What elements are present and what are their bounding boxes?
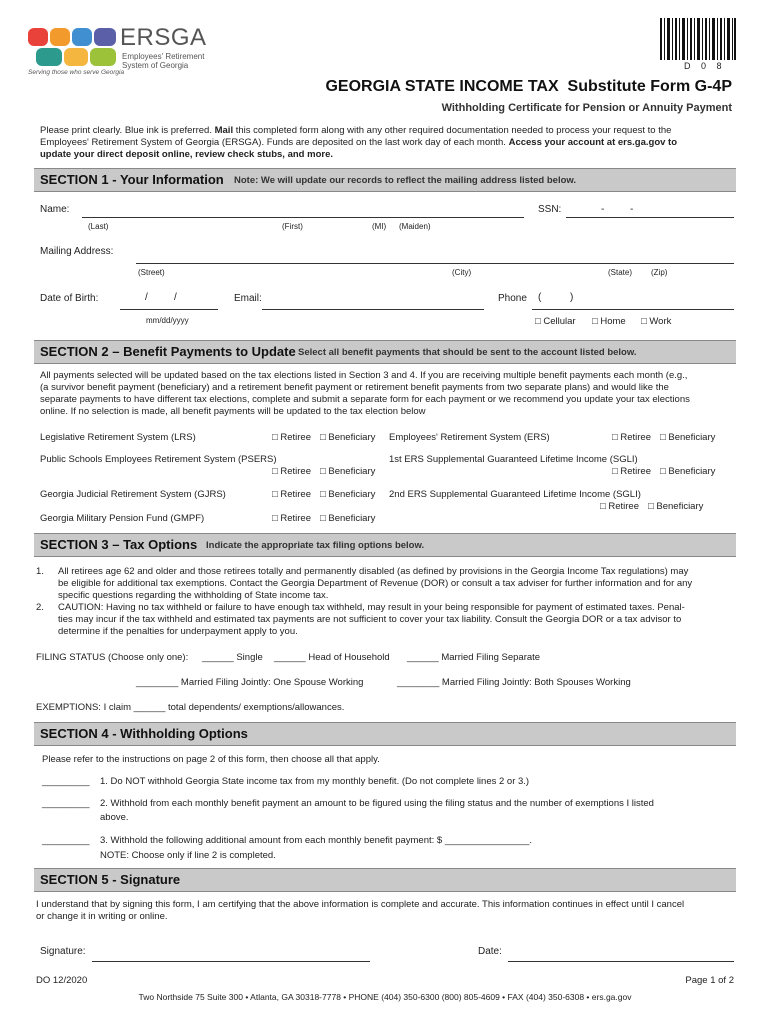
withholding-intro: Please refer to the instructions on page 2 of this form, then choose all that apply.	[42, 754, 380, 765]
section-3-title: SECTION 3 – Tax Options	[40, 537, 198, 552]
signature-field[interactable]	[92, 961, 370, 962]
section-2-note: Select all benefit payments that should be sent to the account listed below.	[298, 347, 637, 358]
filing-head-of-household[interactable]: ______ Head of Household	[274, 652, 390, 663]
filing-married-jointly-one[interactable]: ________ Married Filing Jointly: One Spouse Working	[136, 677, 364, 688]
signature-text-1: I understand that by signing this form, I am certifying that the above information is complete and accurate. This information continues in effect until I cancel	[36, 899, 685, 910]
plan-gjrs-beneficiary[interactable]: □ Beneficiary	[320, 489, 376, 500]
mailing-address-field[interactable]	[136, 263, 734, 264]
state-hint: (State)	[608, 268, 633, 277]
dob-field[interactable]	[120, 309, 218, 310]
ssn-label: SSN:	[538, 204, 562, 215]
phone-label: Phone	[498, 293, 527, 304]
plan-gmpf-retiree[interactable]: □ Retiree	[272, 513, 312, 524]
logo-square-yellow	[64, 48, 88, 66]
section-2-para-2: (a survivor benefit payment (beneficiary) and a retirement benefit payment or retirement benefit payments from two separate plans) and would like the	[40, 382, 669, 393]
tax-item-1-line-3: specific questions regarding the withholding of State income tax.	[58, 590, 329, 601]
plan-lrs-beneficiary[interactable]: □ Beneficiary	[320, 432, 376, 443]
withholding-option-2: 2. Withhold from each monthly benefit payment an amount to be figured using the filing status and the number of exemptions I listed	[100, 798, 654, 809]
logo-square-green	[90, 48, 116, 66]
phone-paren-close: )	[570, 292, 574, 303]
filing-married-jointly-both[interactable]: ________ Married Filing Jointly: Both Spouses Working	[397, 677, 631, 688]
plan-ers-retiree[interactable]: □ Retiree	[612, 432, 652, 443]
plan-lrs-label: Legislative Retirement System (LRS)	[40, 432, 196, 443]
section-1-header	[34, 168, 736, 192]
filing-married-separate[interactable]: ______ Married Filing Separate	[407, 652, 541, 663]
logo-square-teal	[36, 48, 62, 66]
maiden-hint: (Maiden)	[399, 222, 431, 231]
tax-item-2-line-1: CAUTION: Having no tax withheld or failure to have enough tax withheld, may result in your being responsible for payment of estimated taxes. Penal-	[58, 602, 685, 613]
plan-psers-retiree[interactable]: □ Retiree	[272, 466, 312, 477]
section-2-para-1: All payments selected will be updated based on the tax elections listed in Section 3 and 4. If you are receiving multiple benefit payments each month (e.g.,	[40, 370, 688, 381]
section-3-header	[34, 533, 736, 557]
zip-hint: (Zip)	[651, 268, 668, 277]
tax-item-1-line-1: All retirees age 62 and older and those retirees totally and permanently disabled (as defined by provisions in the Georgia Income Tax regulations) may	[58, 566, 689, 577]
footer-address: Two Northside 75 Suite 300 • Atlanta, GA 30318-7778 • PHONE (404) 350-6300 (800) 805-4609 • FAX (404) 350-6308 • ers.ga.gov	[138, 992, 632, 1002]
filing-status-label: FILING STATUS (Choose only one):	[36, 652, 189, 663]
page-title: GEORGIA STATE INCOME TAX Substitute Form G-4P	[325, 78, 732, 95]
dob-slash-2: /	[174, 292, 177, 303]
ssn-dash-1: -	[601, 204, 605, 215]
plan-gjrs-label: Georgia Judicial Retirement System (GJRS)	[40, 489, 226, 500]
intro-line-2: Employees' Retirement System of Georgia (ERSGA). Funds are deposited on the last work day of each month. Access your account at ers.ga.gov to	[40, 137, 678, 148]
section-5-header	[34, 868, 736, 892]
logo-wordmark: ERSGA	[120, 24, 207, 51]
logo-sub2: System of Georgia	[122, 61, 189, 70]
withholding-option-3-note: NOTE: Choose only if line 2 is completed.	[100, 850, 276, 861]
dob-format-hint: mm/dd/yyyy	[146, 316, 189, 325]
plan-sgli1-retiree[interactable]: □ Retiree	[612, 466, 652, 477]
mailing-label: Mailing Address:	[40, 246, 114, 257]
tax-item-1-number: 1.	[36, 566, 44, 577]
street-hint: (Street)	[138, 268, 165, 277]
ssn-dash-2: -	[630, 204, 634, 215]
phone-field[interactable]	[532, 309, 734, 310]
email-label: Email:	[234, 293, 262, 304]
plan-sgli2-retiree[interactable]: □ Retiree	[600, 501, 640, 512]
barcode	[660, 18, 736, 60]
plan-ers-beneficiary[interactable]: □ Beneficiary	[660, 432, 716, 443]
phone-type-home[interactable]: □ Home	[592, 316, 626, 327]
signature-text-2: or change it in writing or online.	[36, 911, 168, 922]
plan-sgli1-label: 1st ERS Supplemental Guaranteed Lifetime Income (SGLI)	[389, 454, 638, 465]
section-4-header	[34, 722, 736, 746]
intro-line-1: Please print clearly. Blue ink is preferred. Mail this completed form along with any other required documentation needed to process your request to the	[40, 125, 672, 136]
filing-single[interactable]: ______ Single	[202, 652, 263, 663]
section-5-title: SECTION 5 - Signature	[40, 872, 181, 887]
exemptions-line[interactable]: EXEMPTIONS: I claim ______ total dependents/ exemptions/allowances.	[36, 702, 345, 713]
withholding-option-1: 1. Do NOT withhold Georgia State income tax from my monthly benefit. (Do not complete lines 2 or 3.)	[100, 776, 530, 787]
plan-ers-label: Employees' Retirement System (ERS)	[389, 432, 550, 443]
page-subtitle: Withholding Certificate for Pension or Annuity Payment	[441, 102, 732, 114]
withholding-option-2-cont: above.	[100, 812, 129, 823]
dob-slash-1: /	[145, 292, 148, 303]
plan-gmpf-label: Georgia Military Pension Fund (GMPF)	[40, 513, 205, 524]
section-2-header	[34, 340, 736, 364]
signature-label: Signature:	[40, 946, 86, 957]
date-label: Date:	[478, 946, 502, 957]
tax-item-1-line-2: be eligible for additional tax exemptions. Contact the Georgia Department of Revenue (DOR) or consult a tax adviser for further information and for any	[58, 578, 693, 589]
plan-psers-beneficiary[interactable]: □ Beneficiary	[320, 466, 376, 477]
barcode-text: D 0 8	[684, 61, 726, 71]
logo-square-purple	[94, 28, 116, 46]
email-field[interactable]	[262, 309, 484, 310]
intro-line-3: update your direct deposit online, review check stubs, and more.	[40, 149, 333, 160]
section-3-note: Indicate the appropriate tax filing options below.	[206, 540, 425, 551]
logo-square-red	[28, 28, 48, 46]
logo-sub1: Employees' Retirement	[122, 52, 205, 61]
phone-type-work[interactable]: □ Work	[641, 316, 672, 327]
last-name-hint: (Last)	[88, 222, 109, 231]
plan-gjrs-retiree[interactable]: □ Retiree	[272, 489, 312, 500]
section-1-note: Note: We will update our records to reflect the mailing address listed below.	[234, 175, 577, 186]
form-id: DO 12/2020	[36, 975, 88, 986]
tax-item-2-number: 2.	[36, 602, 44, 613]
tax-item-2-line-2: ties may incur if the tax withheld and estimated tax payments are not sufficient to cover your tax liability. Consult the Georgia DOR or a tax advisor to	[58, 614, 682, 625]
withholding-option-3: 3. Withhold the following additional amount from each monthly benefit payment: $ ________________.	[100, 835, 533, 846]
mi-hint: (MI)	[372, 222, 387, 231]
logo-square-orange	[50, 28, 70, 46]
plan-gmpf-beneficiary[interactable]: □ Beneficiary	[320, 513, 376, 524]
section-2-para-3: separate payments to have different tax elections, complete and submit a separate form for each payment or we recommend you update your tax elections	[40, 394, 690, 405]
plan-sgli2-label: 2nd ERS Supplemental Guaranteed Lifetime Income (SGLI)	[389, 489, 641, 500]
first-name-hint: (First)	[282, 222, 303, 231]
withholding-blank-2[interactable]: _________	[42, 798, 90, 809]
page-number: Page 1 of 2	[685, 975, 734, 986]
withholding-blank-3[interactable]: _________	[42, 835, 90, 846]
phone-type-cellular[interactable]: □ Cellular	[535, 316, 576, 327]
plan-psers-label: Public Schools Employees Retirement System (PSERS)	[40, 454, 277, 465]
city-hint: (City)	[452, 268, 472, 277]
withholding-blank-1[interactable]: _________	[42, 776, 90, 787]
barcode-graphic	[660, 18, 736, 60]
tagline: Serving those who serve Georgia	[28, 69, 125, 76]
section-2-title: SECTION 2 – Benefit Payments to Update	[40, 344, 296, 359]
ssn-field[interactable]	[566, 217, 734, 218]
plan-sgli2-beneficiary[interactable]: □ Beneficiary	[648, 501, 704, 512]
dob-label: Date of Birth:	[40, 293, 99, 304]
name-label: Name:	[40, 204, 70, 215]
date-field[interactable]	[508, 961, 734, 962]
tax-item-2-line-3: determine if the penalties for underpayment apply to you.	[58, 626, 298, 637]
plan-lrs-retiree[interactable]: □ Retiree	[272, 432, 312, 443]
logo-square-blue	[72, 28, 92, 46]
section-1-title: SECTION 1 - Your Information	[40, 172, 224, 187]
section-4-title: SECTION 4 - Withholding Options	[40, 726, 248, 741]
name-field[interactable]	[82, 217, 524, 218]
section-2-para-4: online. If no selection is made, all benefit payments will be updated to the tax election below	[40, 406, 426, 417]
phone-paren-open: (	[538, 292, 542, 303]
plan-sgli1-beneficiary[interactable]: □ Beneficiary	[660, 466, 716, 477]
